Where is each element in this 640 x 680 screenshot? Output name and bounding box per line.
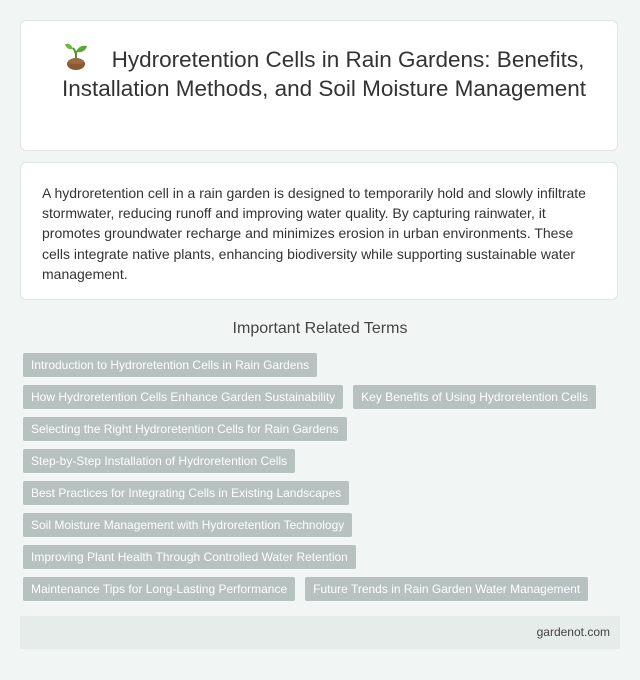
related-term-tag[interactable]: Best Practices for Integrating Cells in Existing Landscapes: [23, 481, 349, 505]
related-terms-list: [23, 353, 623, 609]
related-term-tag[interactable]: How Hydroretention Cells Enhance Garden Sustainability: [23, 385, 343, 409]
related-term-tag[interactable]: Soil Moisture Management with Hydroretention Technology: [23, 513, 352, 537]
related-term-tag[interactable]: Key Benefits of Using Hydroretention Cells: [353, 385, 596, 409]
related-term-tag[interactable]: Future Trends in Rain Garden Water Management: [305, 577, 588, 601]
page-title-block: [51, 43, 597, 103]
related-term-tag[interactable]: Step-by-Step Installation of Hydroretention Cells: [23, 449, 295, 473]
related-term-tag[interactable]: Improving Plant Health Through Controlled Water Retention: [23, 545, 356, 569]
related-term-tag[interactable]: Maintenance Tips for Long-Lasting Performance: [23, 577, 295, 601]
related-terms-heading: Important Related Terms: [232, 320, 408, 337]
related-term-tag[interactable]: Introduction to Hydroretention Cells in Rain Gardens: [23, 353, 317, 377]
footer: [20, 616, 620, 649]
footer-site-link[interactable]: gardenot.com: [536, 625, 610, 639]
description-text: A hydroretention cell in a rain garden is designed to temporarily hold and slowly infiltrate stormwater, reducing runoff and improving water quality. By capturing rainwater, it promotes groundwater recharge and minimizes erosion in urban environments. These cells integrate native plants, enhancing biodiversity while supporting sustainable water management.: [42, 185, 586, 282]
title-card: [20, 20, 618, 151]
sprout-icon: [64, 43, 88, 71]
description-card: [20, 162, 618, 300]
related-term-tag[interactable]: Selecting the Right Hydroretention Cells for Rain Gardens: [23, 417, 347, 441]
page-title: Hydroretention Cells in Rain Gardens: Benefits, Installation Methods, and Soil Moisture Management: [61, 47, 587, 101]
